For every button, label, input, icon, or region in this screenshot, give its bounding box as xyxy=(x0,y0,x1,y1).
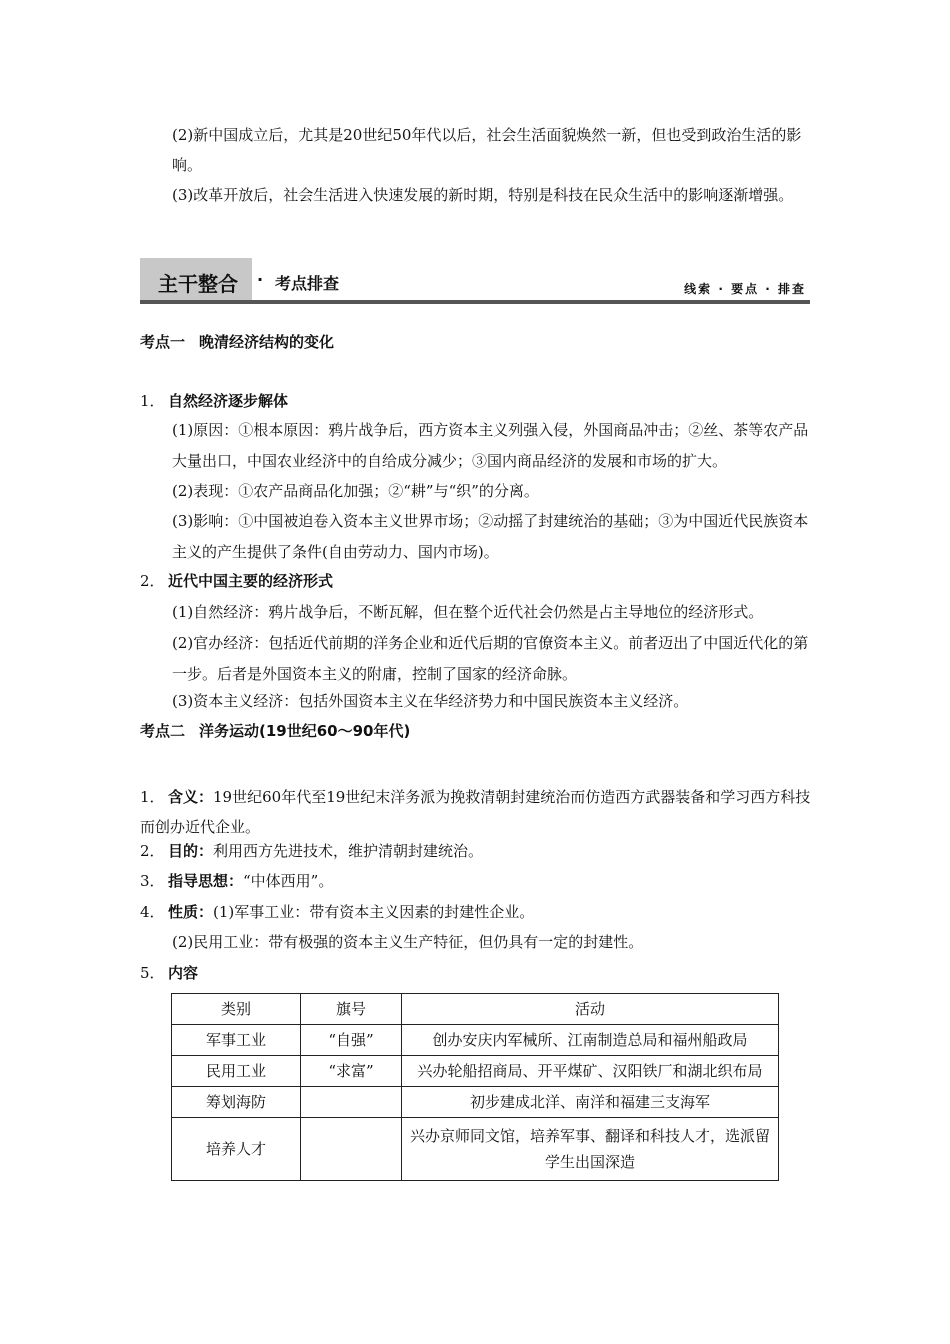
table-header-cell: 类别 xyxy=(172,994,301,1025)
item-number: 5． xyxy=(140,964,165,982)
yangwu-content-table xyxy=(171,993,779,1181)
point1-item-1-sub-2: (2)表现：①农产品商品化加强；②“耕”与“织”的分离。 xyxy=(172,482,539,500)
table-row xyxy=(172,1118,779,1181)
table-cell: 兴办轮船招商局、开平煤矿、汉阳铁厂和湖北织布局 xyxy=(402,1056,779,1087)
item-title: 含义： xyxy=(168,788,214,806)
banner-separator: · xyxy=(257,270,264,289)
table-cell xyxy=(301,1087,402,1118)
item-number: 1． xyxy=(140,788,165,806)
point2-item-5 xyxy=(140,962,198,983)
item-text: (1)军事工业：带有资本主义因素的封建性企业。 xyxy=(213,903,535,921)
item-title: 指导思想： xyxy=(168,872,244,890)
item-text: 19世纪60年代至19世纪末洋务派为挽救清朝封建统治而仿造西方武器装备和学习西方科技而创办近代企业。 xyxy=(140,788,811,836)
section-banner xyxy=(140,258,810,304)
item-number: 1． xyxy=(140,392,165,410)
point1-item-2-sub-2: (2)官办经济：包括近代前期的洋务企业和近代后期的官僚资本主义。前者迈出了中国近代化的第一步。后者是外国资本主义的附庸，控制了国家的经济命脉。 xyxy=(172,634,809,683)
point1-heading xyxy=(140,331,334,352)
item-text: 利用西方先进技术，维护清朝封建统治。 xyxy=(213,842,484,860)
point1-item-2-sub-1: (1)自然经济：鸦片战争后，不断瓦解，但在整个近代社会仍然是占主导地位的经济形式。 xyxy=(172,603,764,621)
table-cell: 初步建成北洋、南洋和福建三支海军 xyxy=(402,1087,779,1118)
point2-heading xyxy=(140,720,410,741)
banner-rule xyxy=(140,300,810,304)
point1-label: 考点一 xyxy=(140,333,186,351)
item-title: 自然经济逐步解体 xyxy=(168,392,289,410)
item-number: 3． xyxy=(140,872,165,890)
point2-item-3 xyxy=(140,870,333,891)
banner-subtitle: 考点排查 xyxy=(275,274,340,293)
table-cell xyxy=(301,1118,402,1181)
table-cell: 军事工业 xyxy=(172,1025,301,1056)
intro-paragraph-2: (2)新中国成立后，尤其是20世纪50年代以后，社会生活面貌焕然一新，但也受到政治生活的影响。 xyxy=(172,126,802,174)
banner-tagline: 线索 · 要点 · 排查 xyxy=(684,282,806,296)
item-title: 目的： xyxy=(168,842,214,860)
table-cell: 筹划海防 xyxy=(172,1087,301,1118)
item-title: 近代中国主要的经济形式 xyxy=(168,572,334,590)
point2-item-4-line-2: (2)民用工业：带有极强的资本主义生产特征，但仍具有一定的封建性。 xyxy=(172,933,644,951)
point1-item-1-sub-1: (1)原因：①根本原因：鸦片战争后，西方资本主义列强入侵，外国商品冲击；②丝、茶等农产品大量出口，中国农业经济中的自给成分减少；③国内商品经济的发展和市场的扩大。 xyxy=(172,421,809,470)
table-row xyxy=(172,1025,779,1056)
point2-label: 考点二 xyxy=(140,722,186,740)
item-number: 2． xyxy=(140,572,165,590)
item-title: 性质： xyxy=(168,903,214,921)
table-cell: 民用工业 xyxy=(172,1056,301,1087)
item-number: 4． xyxy=(140,903,165,921)
table-header-cell: 活动 xyxy=(402,994,779,1025)
point2-item-4 xyxy=(140,901,534,922)
table-row xyxy=(172,1056,779,1087)
intro-paragraph-3: (3)改革开放后，社会生活进入快速发展的新时期，特别是科技在民众生活中的影响逐渐增强。 xyxy=(172,186,794,204)
table-cell: 创办安庆内军械所、江南制造总局和福州船政局 xyxy=(402,1025,779,1056)
table-cell: “求富” xyxy=(301,1056,402,1087)
point2-item-1 xyxy=(140,782,812,842)
table-cell: “自强” xyxy=(301,1025,402,1056)
point1-item-1-sub-3: (3)影响：①中国被迫卷入资本主义世界市场；②动摇了封建统治的基础；③为中国近代民族资本主义的产生提供了条件(自由劳动力、国内市场)。 xyxy=(172,512,809,561)
item-title: 内容 xyxy=(168,964,199,982)
point1-item-1 xyxy=(140,390,288,411)
point1-title: 晚清经济结构的变化 xyxy=(199,333,335,351)
point2-title: 洋务运动(19世纪60～90年代) xyxy=(199,722,411,740)
item-text: “中体西用”。 xyxy=(243,872,334,890)
table-row xyxy=(172,1087,779,1118)
table-header-cell: 旗号 xyxy=(301,994,402,1025)
point2-item-2 xyxy=(140,840,483,861)
item-number: 2． xyxy=(140,842,165,860)
banner-title: 主干整合 xyxy=(158,272,238,296)
table-cell: 培养人才 xyxy=(172,1118,301,1181)
table-cell: 兴办京师同文馆，培养军事、翻译和科技人才，选派留学生出国深造 xyxy=(402,1118,779,1181)
point1-item-2-sub-3: (3)资本主义经济：包括外国资本主义在华经济势力和中国民族资本主义经济。 xyxy=(172,692,689,710)
table-header-row xyxy=(172,994,779,1025)
point1-item-2 xyxy=(140,570,333,591)
